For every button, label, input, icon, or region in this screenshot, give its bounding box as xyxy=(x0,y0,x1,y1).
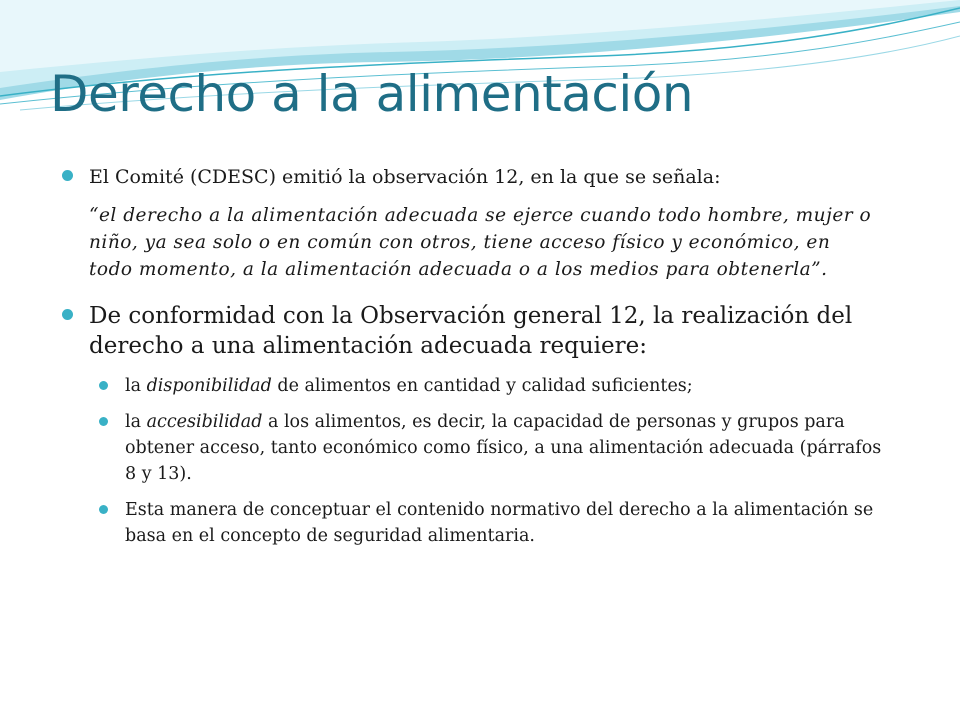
sub-bullet-text: Esta manera de conceptuar el contenido normativo del derecho a la alimentación se basa en el concepto de seguridad alimentaria. xyxy=(125,500,874,546)
sub-bullet-text: la xyxy=(125,412,147,432)
sub-bullet-text: de alimentos en cantidad y calidad suficientes; xyxy=(271,376,693,396)
bullet-dot-icon xyxy=(62,170,73,181)
bullet-dot-icon xyxy=(62,309,73,320)
sub-bullet-disponibilidad xyxy=(99,373,889,399)
slide-title: Derecho a la alimentación xyxy=(50,65,694,123)
sub-bullet-dot-icon xyxy=(99,417,108,426)
sub-bullet-text: a los alimentos, es decir, la capacidad de personas y grupos para obtener acceso, tanto económico como físico, a una alimentación adecuada (párrafos 8 y 13). xyxy=(125,412,882,484)
quote-text: “el derecho a la alimentación adecuada se ejerce cuando todo hombre, mujer o niño, ya sea solo o en común con otros, tiene acceso físico y económico, en todo momento, a la alimentación adecuada o a los medios para obtenerla”. xyxy=(89,205,872,280)
sub-bullet-emphasis: disponibilidad xyxy=(146,376,272,396)
slide-content xyxy=(62,160,912,559)
sub-bullet-dot-icon xyxy=(99,381,108,390)
bullet-comite-text: El Comité (CDESC) emitió la observación 12, en la que se señala: xyxy=(89,166,721,188)
sub-bullet-seguridad xyxy=(99,497,889,549)
sub-bullet-emphasis: accesibilidad xyxy=(146,412,263,432)
bullet-observacion xyxy=(62,301,889,361)
bullet-observacion-text: De conformidad con la Observación general 12, la realización del derecho a una alimentación adecuada requiere: xyxy=(89,303,853,359)
sub-bullet-text: la xyxy=(125,376,147,396)
sub-bullet-dot-icon xyxy=(99,505,108,514)
sub-bullet-accesibilidad xyxy=(99,409,889,487)
bullet-comite xyxy=(62,160,912,194)
sub-bullet-list xyxy=(99,373,889,549)
